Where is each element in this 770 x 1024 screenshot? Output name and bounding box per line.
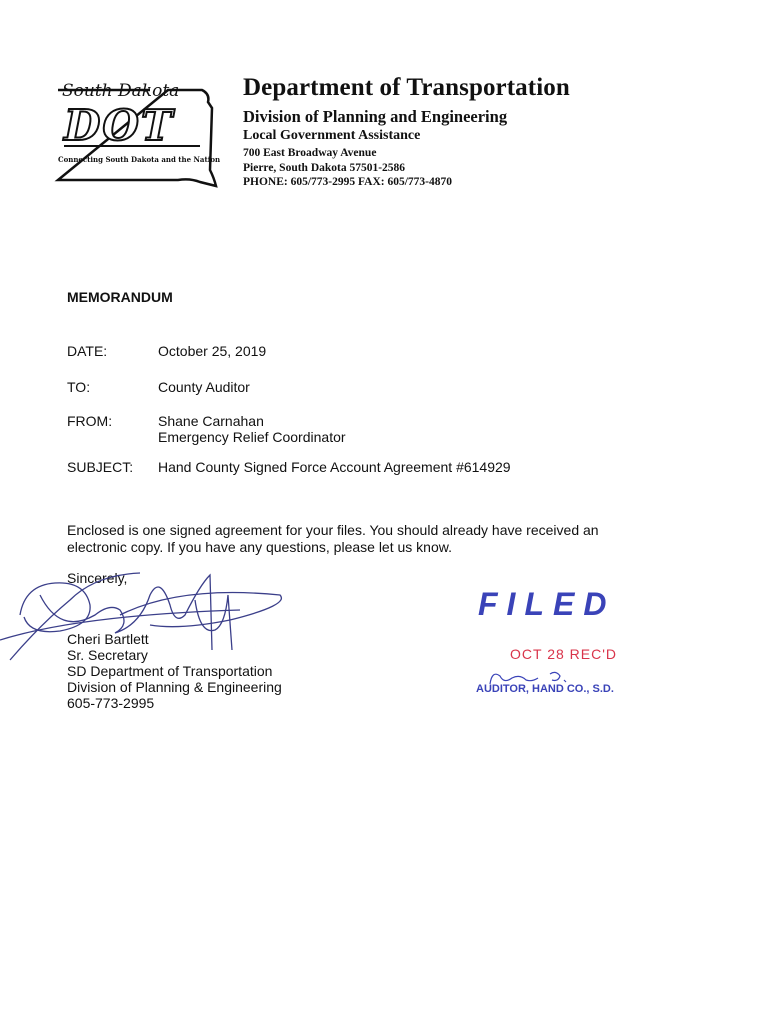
contact-line: PHONE: 605/773-2995 FAX: 605/773-4870 xyxy=(243,176,453,188)
signer-division: Division of Planning & Engineering xyxy=(67,679,282,695)
memo-heading: MEMORANDUM xyxy=(67,289,173,305)
sd-dot-logo xyxy=(50,74,220,194)
logo-script-text: South Dakota xyxy=(62,81,180,101)
letterhead-division: Division of Planning and Engineering xyxy=(243,107,508,126)
signer-phone: 605-773-2995 xyxy=(67,695,155,711)
signer-title: Sr. Secretary xyxy=(67,647,148,663)
logo-wordmark: DOT xyxy=(64,101,175,150)
to-label: TO: xyxy=(67,379,91,395)
signature-block xyxy=(67,631,282,711)
body-line-2: electronic copy. If you have any questions, please let us know. xyxy=(67,539,452,555)
address-line-1: 700 East Broadway Avenue xyxy=(243,147,377,159)
from-name: Shane Carnahan xyxy=(158,413,264,429)
date-label: DATE: xyxy=(67,343,108,359)
from-value xyxy=(158,413,346,445)
from-title: Emergency Relief Coordinator xyxy=(158,429,346,445)
signer-name: Cheri Bartlett xyxy=(67,631,149,647)
logo-tagline: Connecting South Dakota and the Nation xyxy=(58,155,220,164)
letterhead-address xyxy=(243,146,452,190)
salutation: Sincerely, xyxy=(67,570,128,586)
filed-stamp: FILED xyxy=(478,586,616,622)
body-line-1: Enclosed is one signed agreement for your files. You should already have received an xyxy=(67,522,599,538)
subject-label: SUBJECT: xyxy=(67,459,134,475)
memo-body xyxy=(67,522,707,556)
address-line-2: Pierre, South Dakota 57501-2586 xyxy=(243,161,406,174)
letterhead-office: Local Government Assistance xyxy=(243,128,421,143)
subject-value: Hand County Signed Force Account Agreement #614929 xyxy=(158,459,511,475)
date-value: October 25, 2019 xyxy=(158,343,267,359)
received-date-stamp: OCT 28 REC'D xyxy=(510,646,617,662)
auditor-label: AUDITOR, HAND CO., S.D. xyxy=(476,683,614,695)
letterhead-department: Department of Transportation xyxy=(243,74,570,101)
signer-org: SD Department of Transportation xyxy=(67,663,273,679)
from-label: FROM: xyxy=(67,413,113,429)
to-value: County Auditor xyxy=(158,379,250,395)
